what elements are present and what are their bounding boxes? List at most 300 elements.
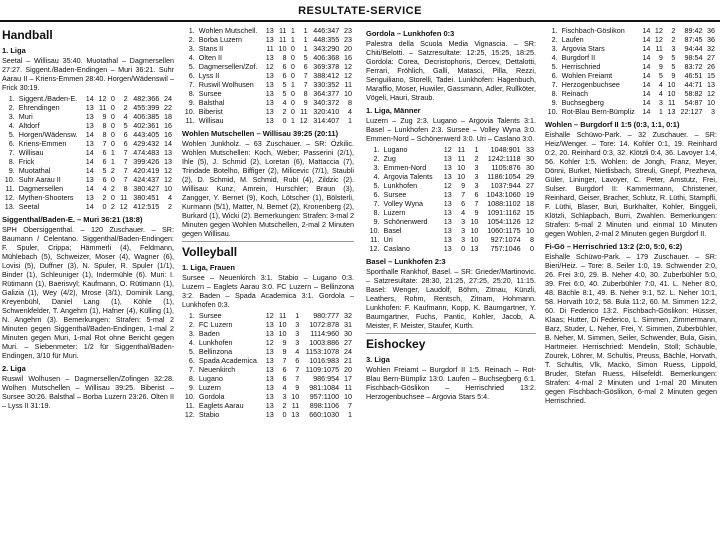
team-cell: Lugano <box>383 145 408 154</box>
page-header <box>0 0 720 22</box>
rank-cell: 9. <box>8 166 15 175</box>
stat-cell: 16 <box>344 53 352 62</box>
stat-cell: 13 <box>265 35 274 44</box>
stat-cell: 13 <box>265 98 274 107</box>
stat-cell: 12 <box>164 166 172 175</box>
stat-cell: 26 <box>707 62 715 71</box>
rank-cell: 8. <box>373 208 380 217</box>
stat-cell: 23 <box>344 26 352 35</box>
stat-cell: 12 <box>443 145 452 154</box>
stat-cell: 6 <box>102 157 107 166</box>
stat-cell: 1048:901 <box>490 145 521 154</box>
table-row <box>182 338 354 347</box>
stat-cell: 94:44 <box>684 44 703 53</box>
rank-cell: 4. <box>551 53 558 62</box>
stat-cell: 3 <box>295 329 300 338</box>
stat-cell: 4 <box>102 184 107 193</box>
team-cell: Sursee <box>198 89 222 98</box>
rank-cell: 6. <box>188 71 195 80</box>
team-cell: Bellinzona <box>198 347 233 356</box>
stat-cell: 22:127 <box>680 107 703 116</box>
stat-cell: 1016:983 <box>309 356 340 365</box>
stat-cell: 957:1100 <box>309 392 340 401</box>
rank-cell: 10. <box>184 107 195 116</box>
stat-cell: 399:426 <box>133 157 160 166</box>
stat-cell: 406:385 <box>133 112 160 121</box>
stat-cell: 13 <box>667 107 676 116</box>
team-cell: Borba Luzern <box>198 35 242 44</box>
table-row <box>182 401 354 410</box>
stat-cell: 18 <box>164 112 172 121</box>
stat-cell: 0 <box>110 175 115 184</box>
stat-cell: 13 <box>265 347 274 356</box>
table-row <box>182 374 354 383</box>
stat-cell: 83:72 <box>684 62 703 71</box>
stat-cell: 3 <box>474 172 479 181</box>
table-row <box>366 154 536 163</box>
rank-cell: 5. <box>8 130 15 139</box>
stat-cell: 33 <box>526 145 534 154</box>
standings-table-handball-liga2 <box>182 26 354 125</box>
team-cell: FC Luzern <box>198 320 233 329</box>
column-1 <box>2 25 174 412</box>
team-cell: Altdorf <box>18 121 40 130</box>
stat-cell: 13 <box>265 392 274 401</box>
stat-cell: 17 <box>344 374 352 383</box>
stat-cell: 986:954 <box>313 374 340 383</box>
stat-cell: 1 <box>290 35 295 44</box>
stat-cell: 7 <box>295 374 300 383</box>
column-3 <box>366 25 536 403</box>
table-row <box>2 166 174 175</box>
stat-cell: 12 <box>654 26 663 35</box>
stat-cell: 388:412 <box>313 71 340 80</box>
stat-cell: 1054:1126 <box>487 217 521 226</box>
stat-cell: 31 <box>344 320 352 329</box>
stat-cell: 13 <box>265 374 274 383</box>
stat-cell: 10 <box>344 89 352 98</box>
stat-cell: 2 <box>671 26 676 35</box>
game-heading-gordola-lunkhofen: Gordola – Lunkhofen 0:3 <box>366 29 455 38</box>
stat-cell: 9 <box>295 383 300 392</box>
stat-cell: 320:410 <box>313 107 340 116</box>
table-row <box>2 130 174 139</box>
stat-cell: 314:407 <box>313 116 340 125</box>
stat-cell: 14 <box>85 130 94 139</box>
team-cell: Sursee <box>198 311 222 320</box>
game-report-figo-herrischried: Eishalle Schüwo-Park. – 179 Zuschauer. – SR: Bieri/Heiz. – Tore: 8. Seiler 1:0, 19. Schwender 2:0, 26. Frei 3:0, 29. B. Neher 4:0, 30. Zuberbühler 5:0, 39. Frei 6:0, 40. Zuberbühler 7:0, 41. L. Neher 8:0, 48. Bächle 8:1, 49. B. Neher 9:1, 52. L. Neher 10:1, 58. Horvath 10:2, 58. Bula 11:2, 60. M. Simmen 12:2, 60. Di Federico 13:2. Fischbach-Göslikon: Hüsser, Klaas; Hutter, Di Federico, L. Simmen, Zimmermann, Barz, Studer, L. Neher, Frei, Y. Simmen, Zuberbühler, B. Neher, M. Simmen, Seiler, Schwender, Bula, Gisin, Hartmeier. Herrischried: Mendelin, Stoll; Schäuble, Zourek, Löhrer, M. Schultis, Preuss, Bächle, Horvath, T. Schultis, Vlk, Macko, Simon Ruess, Lippold, Bruder, Stefan Ruess, Hilsefeldt. Bemerkungen: Strafen: 4-mal 2 Minuten und 1-mal 20 Minuten gegen Fischbach-Göslikon, 6-mal 2 Minuten gegen Herrischried. <box>545 252 717 405</box>
game-report-gordola-lunkhofen: Palestra della Scuola Media Vignascia. – SR: Chiti/Belotti. – Satzresultate: 12:25, 15:25, 18:25. Gordola: Corea, Decristophoris, Dercev, Dettalotti, Ferrari, Fröhlich, Galli, Matasci, Pilla, Rezzi, Senguiliano, Storelli, Tadei. Lunkhofen: Hagenbuch, Maraffio, Moser, Huwiler, Gassmann, Adler, Rullköter, Vögeli, Hauri, Straub. <box>366 39 536 102</box>
stat-cell: 4 <box>282 383 287 392</box>
table-row <box>182 347 354 356</box>
team-cell: Eaglets Aarau <box>198 401 244 410</box>
stat-cell: 22 <box>164 103 172 112</box>
stat-cell: 474:483 <box>133 148 160 157</box>
rank-cell: 2. <box>373 154 380 163</box>
rank-cell: 1. <box>373 145 380 154</box>
stat-cell: 380:427 <box>133 184 160 193</box>
game-report-wohlen-willisau: Wohlen Junkholz. – 63 Zuschauer. – SR: Özkilic. Wohlen Mutschellen: Koch, Weber; Passerini (2/1), Ihle (5), J. Schmid (2), Loretan (6), Mattaccia (7), Trindade Botelho, Biffiger (2), Milicevic (7/1), Staubli (2), D. Schmid, M. Schmid, Rubi (4), Zildzic (2). Willisau: Kunz, Amrein, Hurschler; Braun (3), Zangger, Y. Bernet (9), Koch, Lötscher (1), Bölsterli, Kurmann (5/1), Matter, N. Bernet (2), Kronenberg (2), Burkard (1), Wicki (2). Bemerkungen: Strafen: 3-mal 2 Minuten gegen Wohlen Mutschellen, 2-mal 2 Minuten gegen Willisau. <box>182 139 354 238</box>
stat-cell: 10 <box>470 235 479 244</box>
team-cell: Lyss II <box>198 71 220 80</box>
table-row <box>182 26 354 35</box>
team-cell: Volley Wyna <box>383 199 424 208</box>
stat-cell: 7 <box>102 139 107 148</box>
stat-cell: 15 <box>707 71 715 80</box>
stat-cell: 10 <box>291 392 300 401</box>
team-cell: Baden <box>198 329 220 338</box>
table-row <box>545 35 717 44</box>
stat-cell: 2 <box>110 184 115 193</box>
team-cell: Muotathal <box>18 166 51 175</box>
stat-cell: 11 <box>291 401 300 410</box>
rank-cell: 4. <box>8 121 15 130</box>
stat-cell: 11 <box>667 98 676 107</box>
rank-cell: 10. <box>547 107 558 116</box>
stat-cell: 3 <box>671 44 676 53</box>
stat-cell: 11 <box>457 145 466 154</box>
stat-cell: 13 <box>443 172 452 181</box>
table-row <box>366 181 536 190</box>
stat-cell: 13 <box>443 199 452 208</box>
stat-cell: 1 <box>110 148 115 157</box>
stat-cell: 2 <box>282 107 287 116</box>
stat-cell: 0 <box>461 244 466 253</box>
stat-cell: 12 <box>526 217 534 226</box>
stat-cell: 660:1030 <box>309 410 340 419</box>
team-cell: Willisau <box>18 148 44 157</box>
rank-cell: 10. <box>184 392 195 401</box>
stat-cell: 9 <box>461 181 466 190</box>
table-row <box>182 392 354 401</box>
stat-cell: 18 <box>526 199 534 208</box>
stat-cell: 13 <box>707 80 715 89</box>
table-row <box>545 71 717 80</box>
team-cell: Dagmersellen/Zof. <box>198 62 258 71</box>
team-cell: Gordola <box>198 392 225 401</box>
stat-cell: 14 <box>642 62 651 71</box>
stat-cell: 3 <box>461 226 466 235</box>
rank-cell: 1. <box>188 26 195 35</box>
table-row <box>2 202 174 211</box>
rank-cell: 9. <box>188 383 195 392</box>
stat-cell: 14 <box>642 98 651 107</box>
game-heading-figo-herrischried: Fi-Gö – Herrischried 13:2 (2:0, 5:0, 6:2) <box>545 242 683 251</box>
team-cell: Buchsegberg <box>561 98 604 107</box>
table-row <box>2 139 174 148</box>
stat-cell: 13 <box>85 112 94 121</box>
results-handball-liga2: Ruswil Wolhusen – Dagmersellen/Zofingen 32:28. Wolhen Mutschellen – Willisau 39:25. Biberist – Sursee 30:26. Balsthal – Borba Luzern 23:26. Olten II – Lyss II 31:19. <box>2 374 174 410</box>
stat-cell: 0 <box>102 202 107 211</box>
team-cell: Zug <box>383 154 396 163</box>
stat-cell: 14 <box>85 157 94 166</box>
results-volley-frauen: Sursee – Neuenkirch 3:1. Stabio – Lugano 0:3. Luzern – Eaglets Aarau 3:0. FC Luzern – Bellinzona 3:2. Baden – Spada Academica 3:1. Gordola – Lunkhofen 0:3. <box>182 273 354 309</box>
stat-cell: 13 <box>265 107 274 116</box>
stat-cell: 4 <box>461 208 466 217</box>
stat-cell: 13 <box>85 103 94 112</box>
stat-cell: 2 <box>123 103 128 112</box>
page-title: RESULTATE-SERVICE <box>298 5 422 17</box>
stat-cell: 1088:1102 <box>487 199 521 208</box>
stat-cell: 9 <box>282 338 287 347</box>
team-cell: Uri <box>383 235 393 244</box>
game-heading-basel-lunkhofen: Basel – Lunkhofen 2:3 <box>366 257 446 266</box>
rank-cell: 13. <box>4 202 15 211</box>
team-cell: Lugano <box>198 374 223 383</box>
stat-cell: 330:352 <box>313 80 340 89</box>
stat-cell: 4 <box>282 98 287 107</box>
stat-cell: 13 <box>164 157 172 166</box>
team-cell: Kriens-Emmen <box>18 139 67 148</box>
team-cell: Herzogenbuchsee <box>561 80 620 89</box>
standings-table-volley-frauen <box>182 311 354 419</box>
table-row <box>182 53 354 62</box>
stat-cell: 87:45 <box>684 35 703 44</box>
stat-cell: 3 <box>658 98 663 107</box>
stat-cell: 6 <box>282 374 287 383</box>
rank-cell: 9. <box>373 217 380 226</box>
stat-cell: 1114:960 <box>310 329 340 338</box>
stat-cell: 340:372 <box>313 98 340 107</box>
table-row <box>545 26 717 35</box>
rank-cell: 9. <box>188 98 195 107</box>
stat-cell: 36 <box>707 26 715 35</box>
stat-cell: 3 <box>295 320 300 329</box>
stat-cell: 11 <box>300 107 308 116</box>
stat-cell: 7 <box>303 71 308 80</box>
stat-cell: 7 <box>295 365 300 374</box>
stat-cell: 13 <box>265 401 274 410</box>
stat-cell: 24 <box>344 347 352 356</box>
team-cell: Lunkhofen <box>383 181 418 190</box>
stat-cell: 14 <box>85 148 94 157</box>
stat-cell: 1105:876 <box>491 163 521 172</box>
stat-cell: 12 <box>654 35 663 44</box>
section-heading-eishockey: Eishockey <box>366 337 426 351</box>
rank-cell: 5. <box>373 181 380 190</box>
team-cell: Wohlen Freiamt <box>561 71 613 80</box>
stat-cell: 12 <box>344 71 352 80</box>
stat-cell: 10 <box>470 226 479 235</box>
stat-cell: 1 <box>348 410 352 419</box>
rank-cell: 12. <box>4 193 15 202</box>
table-row <box>182 62 354 71</box>
stat-cell: 1060:1175 <box>487 226 521 235</box>
stat-cell: 6 <box>123 139 128 148</box>
team-cell: Suhr Aarau II <box>18 175 61 184</box>
stat-cell: 5 <box>671 62 676 71</box>
results-handball-liga1: Seetal – Willisau 35:40. Muotathal – Dagmersellen 27:27. Siggent./Baden-Endingen – Muri 36:21. Suhr Aarau II – Kriens-Emmen 28:40. Horgen/Wädenswil – Frick 30:19. <box>2 56 174 92</box>
rank-cell: 2. <box>188 320 195 329</box>
stat-cell: 12 <box>344 62 352 71</box>
stat-cell: 9 <box>102 112 107 121</box>
stat-cell: 13 <box>291 410 300 419</box>
rank-cell: 4. <box>373 172 380 181</box>
stat-cell: 0 <box>290 107 295 116</box>
stat-cell: 5 <box>123 121 128 130</box>
stat-cell: 8 <box>348 98 352 107</box>
stat-cell: 1 <box>348 116 352 125</box>
stat-cell: 8 <box>530 235 534 244</box>
stat-cell: 0 <box>290 53 295 62</box>
table-row <box>366 199 536 208</box>
rank-cell: 8. <box>8 157 15 166</box>
stat-cell: 11 <box>98 103 107 112</box>
stat-cell: 11 <box>120 193 128 202</box>
subheading-volley-maenner: 1. Liga, Männer <box>366 106 421 115</box>
stat-cell: 981:1084 <box>309 383 340 392</box>
stat-cell: 4 <box>658 80 663 89</box>
stat-cell: 14 <box>642 71 651 80</box>
stat-cell: 14 <box>85 202 94 211</box>
stat-cell: 9 <box>303 98 308 107</box>
stat-cell: 10 <box>278 44 287 53</box>
stat-cell: 13 <box>265 383 274 392</box>
team-cell: Stabio <box>198 410 220 419</box>
stat-cell: 1 <box>474 145 479 154</box>
team-cell: Herrischried <box>561 62 601 71</box>
table-row <box>2 175 174 184</box>
stat-cell: 23 <box>344 35 352 44</box>
column-4 <box>545 25 717 407</box>
stat-cell: 58:82 <box>684 89 703 98</box>
stat-cell: 0 <box>110 121 115 130</box>
table-row <box>2 112 174 121</box>
team-cell: Fischbach-Göslikon <box>561 26 625 35</box>
game-heading-wohlen-burgdorf: Wohlen – Burgdorf II 1:5 (0:3, 1:1, 0:1) <box>545 120 680 129</box>
stat-cell: 13 <box>85 139 94 148</box>
rank-cell: 1. <box>551 26 558 35</box>
stat-cell: 21 <box>344 356 352 365</box>
table-row <box>545 44 717 53</box>
stat-cell: 3 <box>461 217 466 226</box>
rank-cell: 6. <box>8 139 15 148</box>
game-report-basel-lunkhofen: Sporthalle Rankhof, Basel. – SR: Grieder/Martinovic. – Satzresultate: 28:30, 21:25, 27:25, 25:20, 11:15. Basel: Wenger, Laudolf, Böhm, Zitnau, Künzli, Leathers, Rohm, Rentsch, Zitnam, Hohmann. Lunkhofen: F. Kaufmann, Kopp, K. Baumgartner, Y. Baumgartner, Fuchs, Pantic, Kohler, Jacob, A. Meister, F. Meister, Staufer, Kurth. <box>366 267 536 330</box>
team-cell: Olten II <box>198 53 222 62</box>
stat-cell: 5 <box>303 53 308 62</box>
rank-cell: 6. <box>188 356 195 365</box>
rank-cell: 12. <box>184 410 195 419</box>
stat-cell: 14 <box>85 94 94 103</box>
stat-cell: 13 <box>443 154 452 163</box>
stat-cell: 1 <box>290 80 295 89</box>
team-cell: Frick <box>18 157 35 166</box>
stat-cell: 20 <box>344 365 352 374</box>
stat-cell: 27 <box>344 338 352 347</box>
team-cell: Laufen <box>561 35 584 44</box>
rank-cell: 1. <box>188 311 195 320</box>
table-row <box>2 103 174 112</box>
stat-cell: 13 <box>265 71 274 80</box>
stat-cell: 7 <box>123 166 128 175</box>
stat-cell: 14 <box>642 107 651 116</box>
rank-cell: 6. <box>551 71 558 80</box>
team-cell: Reinach <box>561 89 588 98</box>
stat-cell: 6 <box>282 62 287 71</box>
game-heading-siggenthal-muri: Siggenthal/Baden-E. – Muri 36:21 (18:8) <box>2 215 143 224</box>
team-cell: Argovia Stars <box>561 44 605 53</box>
table-row <box>366 172 536 181</box>
stat-cell: 13 <box>265 365 274 374</box>
rank-cell: 5. <box>551 62 558 71</box>
stat-cell: 455:399 <box>133 103 160 112</box>
table-row <box>366 145 536 154</box>
rank-cell: 7. <box>188 365 195 374</box>
stat-cell: 448:355 <box>313 35 340 44</box>
stat-cell: 54:87 <box>684 98 703 107</box>
rank-cell: 5. <box>188 347 195 356</box>
table-row <box>366 163 536 172</box>
stat-cell: 14 <box>642 53 651 62</box>
table-row <box>182 365 354 374</box>
stat-cell: 12 <box>265 311 274 320</box>
rank-cell: 3. <box>551 44 558 53</box>
stat-cell: 4 <box>123 112 128 121</box>
stat-cell: 898:1106 <box>309 401 340 410</box>
team-cell: Ruswil Wolhusen <box>198 80 254 89</box>
stat-cell: 364:377 <box>313 89 340 98</box>
stat-cell: 30 <box>526 163 534 172</box>
rank-cell: 3. <box>188 44 195 53</box>
game-heading-wohlen-willisau: Wohlen Mutschellen – Willisau 39:25 (20:11) <box>182 129 339 138</box>
stat-cell: 44:71 <box>684 80 703 89</box>
stat-cell: 9 <box>282 347 287 356</box>
stat-cell: 10 <box>707 98 715 107</box>
stat-cell: 7 <box>474 199 479 208</box>
stat-cell: 13 <box>164 148 172 157</box>
stat-cell: 14 <box>642 44 651 53</box>
rank-cell: 10. <box>4 175 15 184</box>
stat-cell: 6 <box>102 175 107 184</box>
stat-cell: 10 <box>470 217 479 226</box>
rank-cell: 10. <box>369 226 380 235</box>
stat-cell: 30 <box>344 329 352 338</box>
stat-cell: 406:368 <box>313 53 340 62</box>
game-report-wohlen-burgdorf: Eishalle Schüwo-Park. – 32 Zuschauer. – SR: Heiz/Wenger. – Tore: 14. Kohler 0:1, 19. Reinhard 0:2, 20. Reinhard 0:3, 32. Klötzli 0:4, 36. Lavoyer 1:4, 56. Kohler 1:5. Wohlen: de Jongh, Franz, Meyer, Dönni, Burket, Nietlisbach, Streuli, Gnepf, Prezheva, Güler, Lininger, Lavoyer, C. Peter, Amstutz, Frei, Sulser. Burgdorf II: Kammermann, Christener, Reinhard, Geiser, Bracher, Schlutz, R. Lüthi, Stampfli, F. Lüthi, Blaser, Buri, Burkhalter, Kohler, Binggeli, Klötzli, Schlapbach, Burri, Zwahlen. Bemerkungen: Strafen: 5-mal 2 Minuten und einmal 10 Minuten gegen Wohlen, 2-mal 2 Minuten gegen Burgdorf II. <box>545 130 717 238</box>
stat-cell: 424:437 <box>133 175 160 184</box>
team-cell: Siggent./Baden-E. <box>18 94 78 103</box>
stat-cell: 11 <box>279 311 287 320</box>
stat-cell: 0 <box>290 89 295 98</box>
stat-cell: 0 <box>110 139 115 148</box>
rank-cell: 11. <box>185 401 195 410</box>
stat-cell: 89:42 <box>684 26 703 35</box>
stat-cell: 5 <box>658 71 663 80</box>
stat-cell: 446:347 <box>313 26 340 35</box>
stat-cell: 13 <box>443 226 452 235</box>
table-row <box>182 98 354 107</box>
stat-cell: 46:51 <box>684 71 703 80</box>
stat-cell: 8 <box>123 184 128 193</box>
team-cell: Seetal <box>18 202 40 211</box>
table-row <box>366 208 536 217</box>
stat-cell: 12 <box>265 62 274 71</box>
stat-cell: 14 <box>164 139 172 148</box>
table-row <box>366 244 536 253</box>
subheading-handball-liga2: 2. Liga <box>2 364 26 373</box>
header-rule <box>0 20 720 22</box>
stat-cell: 11 <box>266 44 274 53</box>
stat-cell: 14 <box>642 26 651 35</box>
rank-cell: 3. <box>8 112 15 121</box>
stat-cell: 0 <box>282 116 287 125</box>
stat-cell: 16 <box>164 130 172 139</box>
team-cell: Spada Academica <box>198 356 257 365</box>
stat-cell: 6 <box>461 199 466 208</box>
stat-cell: 13 <box>443 217 452 226</box>
table-row <box>545 98 717 107</box>
stat-cell: 5 <box>282 80 287 89</box>
